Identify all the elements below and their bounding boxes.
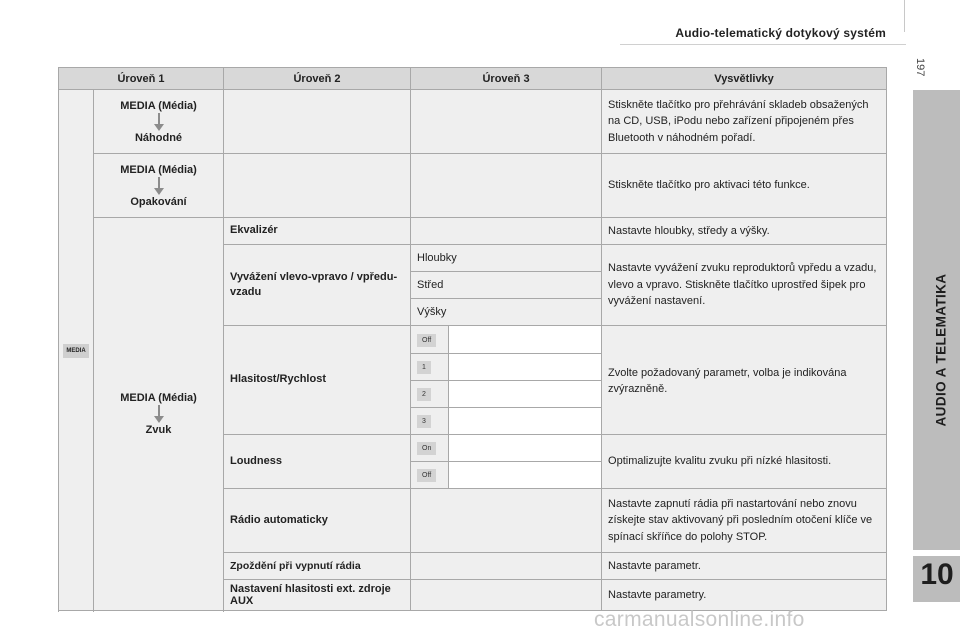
page-number: 197 — [914, 58, 926, 77]
loudness-option-off: Off — [417, 469, 436, 482]
empty-cell — [411, 580, 602, 611]
volume-label: Hlasitost/Rychlost — [224, 326, 411, 435]
table-row — [59, 154, 887, 218]
volume-option-off: Off — [417, 334, 436, 347]
media-random-cell — [94, 90, 224, 154]
volume-option-cell — [411, 326, 449, 354]
header-level-2: Úroveň 2 — [224, 68, 411, 90]
loudness-desc: Optimalizujte kvalitu zvuku při nízké hlasitosti. — [602, 435, 887, 489]
equalizer-desc: Nastavte hloubky, středy a výšky. — [602, 218, 887, 245]
page-title: Audio-telematický dotykový systém — [675, 26, 886, 40]
repeat-desc: Stiskněte tlačítko pro aktivaci této funkce. — [602, 154, 887, 218]
auto-radio-desc: Nastavte zapnutí rádia při nastartování nebo znovu získejte stav aktivovaný při posledním otočení klíče ve spínací skříňce do polohy STOP. — [602, 489, 887, 553]
balance-option-mid: Střed — [411, 272, 602, 299]
table-header-row — [59, 68, 887, 90]
empty-cell — [411, 90, 602, 154]
media-repeat-top: MEDIA (Média) — [120, 163, 197, 176]
auto-radio-label: Rádio automaticky — [224, 489, 411, 553]
volume-option-3: 3 — [417, 415, 431, 428]
loudness-option-cell — [411, 435, 449, 462]
empty-cell — [449, 408, 602, 435]
delay-desc: Nastavte parametr. — [602, 553, 887, 580]
media-sound-bottom: Zvuk — [145, 424, 172, 437]
empty-cell — [449, 462, 602, 489]
empty-cell — [411, 154, 602, 218]
header-explanations: Vysvětlivky — [602, 68, 887, 90]
aux-desc: Nastavte parametry. — [602, 580, 887, 611]
delay-label: Zpoždění při vypnutí rádia — [224, 553, 411, 580]
chapter-number: 10 — [920, 558, 954, 591]
aux-label: Nastavení hlasitosti ext. zdroje AUX — [224, 580, 411, 611]
volume-desc: Zvolte požadovaný parametr, volba je indikována zvýrazněně. — [602, 326, 887, 435]
table-row — [59, 218, 887, 245]
empty-cell — [449, 326, 602, 354]
empty-cell — [449, 381, 602, 408]
equalizer-label: Ekvalizér — [224, 218, 411, 245]
random-desc: Stiskněte tlačítko pro přehrávání skladeb obsažených na CD, USB, iPodu nebo zařízení připojeném přes Bluetooth v náhodném pořadí. — [602, 90, 887, 154]
empty-cell — [224, 90, 411, 154]
media-icon: MEDIA — [63, 344, 88, 358]
top-divider — [904, 0, 905, 32]
media-sound-cell — [94, 218, 224, 611]
arrow-down-icon — [153, 177, 165, 195]
header-rule — [620, 44, 906, 45]
table-row — [59, 90, 887, 154]
media-repeat-cell — [94, 154, 224, 218]
empty-cell — [449, 354, 602, 381]
settings-table — [58, 67, 887, 611]
media-repeat-bottom: Opakování — [130, 195, 187, 208]
empty-cell — [449, 435, 602, 462]
loudness-option-cell — [411, 462, 449, 489]
media-random-top: MEDIA (Média) — [120, 99, 197, 112]
balance-label: Vyvážení vlevo-vpravo / vpředu-vzadu — [224, 245, 411, 326]
media-sound-top: MEDIA (Média) — [120, 392, 197, 405]
volume-option-cell — [411, 408, 449, 435]
header-level-3: Úroveň 3 — [411, 68, 602, 90]
balance-desc: Nastavte vyvážení zvuku reproduktorů vpředu a vzadu, vlevo a vpravo. Stiskněte tlačítko uprostřed šipek pro vyvážení nastavení. — [602, 245, 887, 326]
media-icon-cell — [59, 90, 94, 611]
loudness-label: Loudness — [224, 435, 411, 489]
volume-option-2: 2 — [417, 388, 431, 401]
volume-option-cell — [411, 354, 449, 381]
volume-option-cell — [411, 381, 449, 408]
empty-cell — [411, 218, 602, 245]
arrow-down-icon — [153, 113, 165, 131]
volume-option-1: 1 — [417, 361, 431, 374]
header-level-1: Úroveň 1 — [59, 68, 224, 90]
arrow-down-icon — [153, 405, 165, 423]
side-tab-label: AUDIO A TELEMATIKA — [933, 273, 949, 427]
balance-option-treble: Výšky — [411, 299, 602, 326]
empty-cell — [224, 154, 411, 218]
balance-option-bass: Hloubky — [411, 245, 602, 272]
watermark: carmanualsonline.info — [594, 608, 805, 631]
empty-cell — [411, 489, 602, 553]
media-random-bottom: Náhodné — [134, 131, 183, 144]
empty-cell — [411, 553, 602, 580]
loudness-option-on: On — [417, 442, 436, 455]
